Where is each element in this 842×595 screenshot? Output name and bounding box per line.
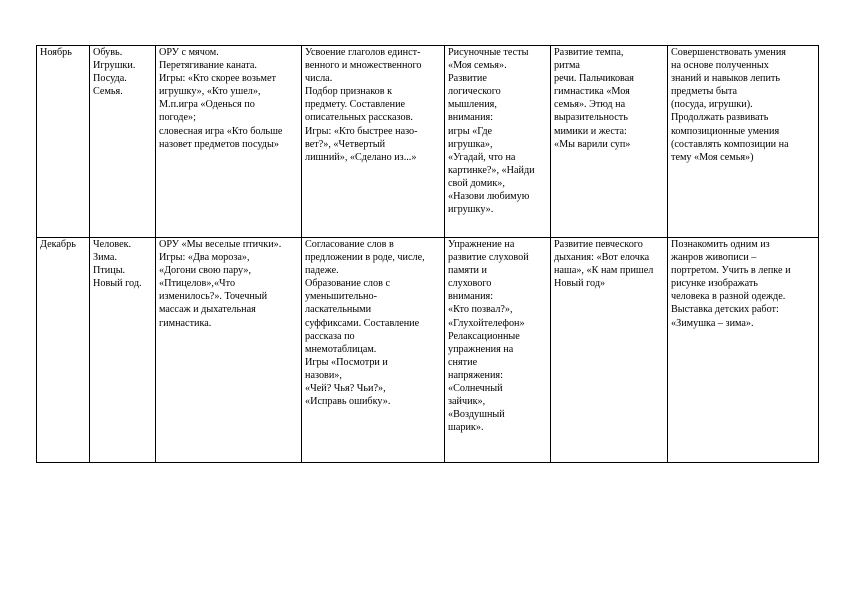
physical-cell xyxy=(156,238,302,463)
cell-line: игрушку», «Кто ушел», xyxy=(159,86,261,98)
psychology-cell xyxy=(445,238,551,463)
cell-line: «Исправь ошибку». xyxy=(305,396,391,408)
cell-line: игрушку». xyxy=(448,204,494,216)
cell-line: ОРУ «Мы веселые птички». xyxy=(159,239,282,250)
cell-line: человека в разной одежде. xyxy=(671,291,786,303)
cell-line: Продолжать развивать xyxy=(671,112,769,124)
cell-line: Образование слов с xyxy=(305,278,390,290)
table-row-december xyxy=(37,238,819,463)
plan-table xyxy=(36,45,819,463)
cell-line: «Воздушный xyxy=(448,409,505,421)
cell-line: слухового xyxy=(448,278,492,290)
cell-line: Зима. xyxy=(93,252,118,264)
topic-cell xyxy=(90,46,156,238)
cell-line: семья». Этюд на xyxy=(554,99,626,111)
art-cell xyxy=(668,238,819,463)
cell-line: ласкательными xyxy=(305,304,372,316)
cell-line: ОРУ с мячом. xyxy=(159,47,219,58)
cell-line: предметы быта xyxy=(671,86,738,98)
cell-line: развитие слуховой xyxy=(448,252,529,264)
cell-line: вет?», «Четвертый xyxy=(305,138,386,150)
cell-line: игры «Где xyxy=(448,125,493,137)
month-label: Декабрь xyxy=(40,239,76,250)
cell-line: мышления, xyxy=(448,99,497,111)
cell-line: Подбор признаков к xyxy=(305,86,393,98)
cell-line: изменилось?». Точечный xyxy=(159,291,268,303)
cell-line: суффиксами. Составление xyxy=(305,317,420,329)
cell-line: рисунке изображать xyxy=(671,278,758,290)
cell-line: Игры «Посмотри и xyxy=(305,356,388,368)
cell-line: Обувь. xyxy=(93,47,123,58)
cell-line: зайчик», xyxy=(448,396,486,408)
cell-line: Птицы. xyxy=(93,265,126,277)
psychology-cell xyxy=(445,46,551,238)
music-cell xyxy=(551,238,668,463)
month-cell xyxy=(37,238,90,463)
cell-line: (посуда, игрушки). xyxy=(671,99,753,111)
cell-line: «Птицелов»,«Что xyxy=(159,278,236,290)
cell-line: (составлять композиции на xyxy=(671,138,789,150)
cell-line: предмету. Составление xyxy=(305,99,406,111)
cell-line: «Глухойтелефон» xyxy=(448,317,525,329)
cell-line: рассказа по xyxy=(305,330,355,342)
cell-line: падеже. xyxy=(305,265,339,277)
cell-line: наша», «К нам пришел xyxy=(554,265,654,277)
cell-line: портретом. Учить в лепке и xyxy=(671,265,791,277)
topic-cell xyxy=(90,238,156,463)
cell-line: Новый год. xyxy=(93,278,142,290)
cell-line: снятие xyxy=(448,356,478,368)
cell-line: Рисуночные тесты xyxy=(448,47,529,58)
cell-line: Семья. xyxy=(93,86,123,98)
cell-line: уменьшительно- xyxy=(305,291,377,303)
cell-line: выразительность xyxy=(554,112,628,124)
cell-line: на основе полученных xyxy=(671,60,769,72)
cell-line: напряжения: xyxy=(448,369,503,381)
cell-line: Игры: «Кто скорее возьмет xyxy=(159,73,276,85)
cell-line: внимания: xyxy=(448,112,494,124)
music-cell xyxy=(551,46,668,238)
cell-line: ритма xyxy=(554,60,580,72)
cell-line: словесная игра «Кто больше xyxy=(159,125,283,137)
cell-line: назовет предметов посуды» xyxy=(159,138,279,150)
cell-line: внимания: xyxy=(448,291,494,303)
cell-line: речи. Пальчиковая xyxy=(554,73,634,85)
cell-line: описательных рассказов. xyxy=(305,112,413,124)
cell-line: Упражнение на xyxy=(448,239,515,250)
cell-line: назови», xyxy=(305,369,342,381)
cell-line: игрушка», xyxy=(448,138,493,150)
cell-line: «Моя семья». xyxy=(448,60,507,72)
physical-cell xyxy=(156,46,302,238)
month-cell xyxy=(37,46,90,238)
cell-line: мимики и жеста: xyxy=(554,125,627,137)
cell-line: Развитие xyxy=(448,73,487,85)
cell-line: Новый год» xyxy=(554,278,606,290)
cell-line: композиционные умения xyxy=(671,125,780,137)
cell-line: памяти и xyxy=(448,265,488,277)
cell-line: «Солнечный xyxy=(448,383,503,395)
cell-line: венного и множественного xyxy=(305,60,422,72)
cell-line: Посуда. xyxy=(93,73,127,85)
cell-line: Релаксационные xyxy=(448,330,520,342)
cell-line: «Зимушка – зима». xyxy=(671,317,754,329)
cell-line: «Догони свою пару», xyxy=(159,265,252,277)
cell-line: гимнастика «Моя xyxy=(554,86,630,98)
cell-line: картинке?», «Найди xyxy=(448,164,535,176)
cell-line: тему «Моя семья») xyxy=(671,151,754,163)
cell-line: жанров живописи – xyxy=(671,252,757,264)
cell-line: знаний и навыков лепить xyxy=(671,73,781,85)
cell-line: Человек. xyxy=(93,239,132,250)
cell-line: М.п.игра «Оденься по xyxy=(159,99,255,111)
cell-line: Выставка детских работ: xyxy=(671,304,779,316)
cell-line: числа. xyxy=(305,73,333,85)
cell-line: Игрушки. xyxy=(93,60,136,72)
cell-line: Развитие темпа, xyxy=(554,47,624,58)
cell-line: Познакомить одним из xyxy=(671,239,770,250)
cell-line: гимнастика. xyxy=(159,317,212,329)
cell-line: «Угадай, что на xyxy=(448,151,516,163)
cell-line: упражнения на xyxy=(448,343,514,355)
cell-line: «Чей? Чья? Чьи?», xyxy=(305,383,386,395)
month-label: Ноябрь xyxy=(40,47,72,58)
cell-line: Перетягивание каната. xyxy=(159,60,257,72)
cell-line: свой домик», xyxy=(448,177,505,189)
cell-line: Игры: «Два мороза», xyxy=(159,252,250,264)
cell-line: Согласование слов в xyxy=(305,239,394,250)
cell-line: предложении в роде, числе, xyxy=(305,252,425,264)
cell-line: «Мы варили суп» xyxy=(554,138,631,150)
cell-line: массаж и дыхательная xyxy=(159,304,256,316)
cell-line: мнемотаблицам. xyxy=(305,343,377,355)
speech-cell xyxy=(302,238,445,463)
cell-line: Игры: «Кто быстрее назо- xyxy=(305,125,418,137)
cell-line: «Назови любимую xyxy=(448,191,530,203)
table-row-november xyxy=(37,46,819,238)
cell-line: «Кто позвал?», xyxy=(448,304,513,316)
cell-line: логического xyxy=(448,86,501,98)
cell-line: Совершенствовать умения xyxy=(671,47,786,58)
speech-cell xyxy=(302,46,445,238)
art-cell xyxy=(668,46,819,238)
cell-line: Усвоение глаголов единст- xyxy=(305,47,421,58)
cell-line: дыхания: «Вот елочка xyxy=(554,252,650,264)
cell-line: Развитие певческого xyxy=(554,239,643,250)
cell-line: погоде»; xyxy=(159,112,196,124)
cell-line: лишний», «Сделано из...» xyxy=(305,151,417,163)
cell-line: шарик». xyxy=(448,422,484,434)
